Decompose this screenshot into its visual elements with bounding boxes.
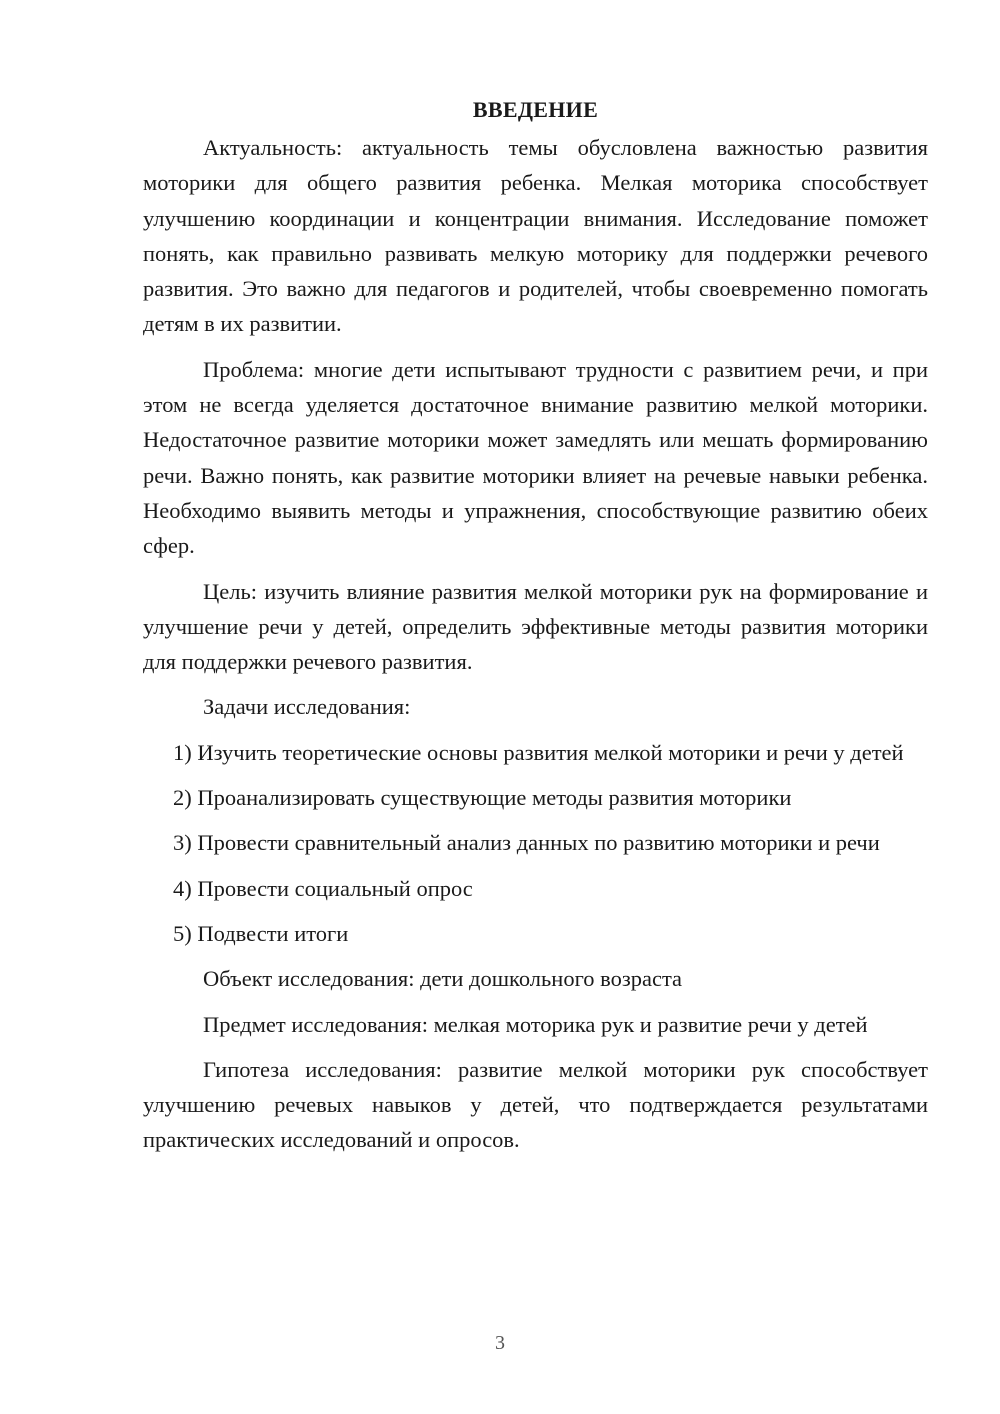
document-page: [143, 92, 928, 1168]
hypothesis-paragraph: Гипотеза исследования: развитие мелкой моторики рук способствует улучшению речевых навыков у детей, что подтверждается результатами практических исследований и опросов.: [143, 1056, 928, 1153]
task-item-3: 3) Провести сравнительный анализ данных по развитию моторики и речи: [173, 830, 880, 856]
relevance-paragraph: Актуальность: актуальность темы обусловлена важностью развития моторики для общего развития ребенка. Мелкая моторика способствует улучшению координации и концентрации внимания. Исследование поможет понять, как правильно развивать мелкую моторику для поддержки речевого развития. Это важно для педагогов и родителей, чтобы своевременно помогать детям в их развитии.: [143, 135, 928, 337]
task-item-1: 1) Изучить теоретические основы развития мелкой моторики и речи у детей: [173, 739, 904, 765]
subject-paragraph: Предмет исследования: мелкая моторика рук и развитие речи у детей: [203, 1011, 868, 1037]
task-item-4: 4) Провести социальный опрос: [173, 875, 473, 901]
problem-paragraph: Проблема: многие дети испытывают трудности с развитием речи, и при этом не всегда уделяется достаточное внимание развитию мелкой моторики. Недостаточное развитие моторики может замедлять или мешать формированию речи. Важно понять, как развитие моторики влияет на речевые навыки ребенка. Необходимо выявить методы и упражнения, способствующие развитию обеих сфер.: [143, 356, 928, 559]
page-number: 3: [495, 1332, 505, 1354]
goal-paragraph: Цель: изучить влияние развития мелкой моторики рук на формирование и улучшение речи у детей, определить эффективные методы развития моторики для поддержки речевого развития.: [143, 578, 928, 675]
object-paragraph: Объект исследования: дети дошкольного возраста: [203, 966, 683, 992]
section-title: ВВЕДЕНИЕ: [472, 97, 599, 122]
task-item-2: 2) Проанализировать существующие методы развития моторики: [173, 785, 792, 811]
task-item-5: 5) Подвести итоги: [173, 920, 349, 946]
tasks-heading: Задачи исследования:: [203, 694, 411, 720]
